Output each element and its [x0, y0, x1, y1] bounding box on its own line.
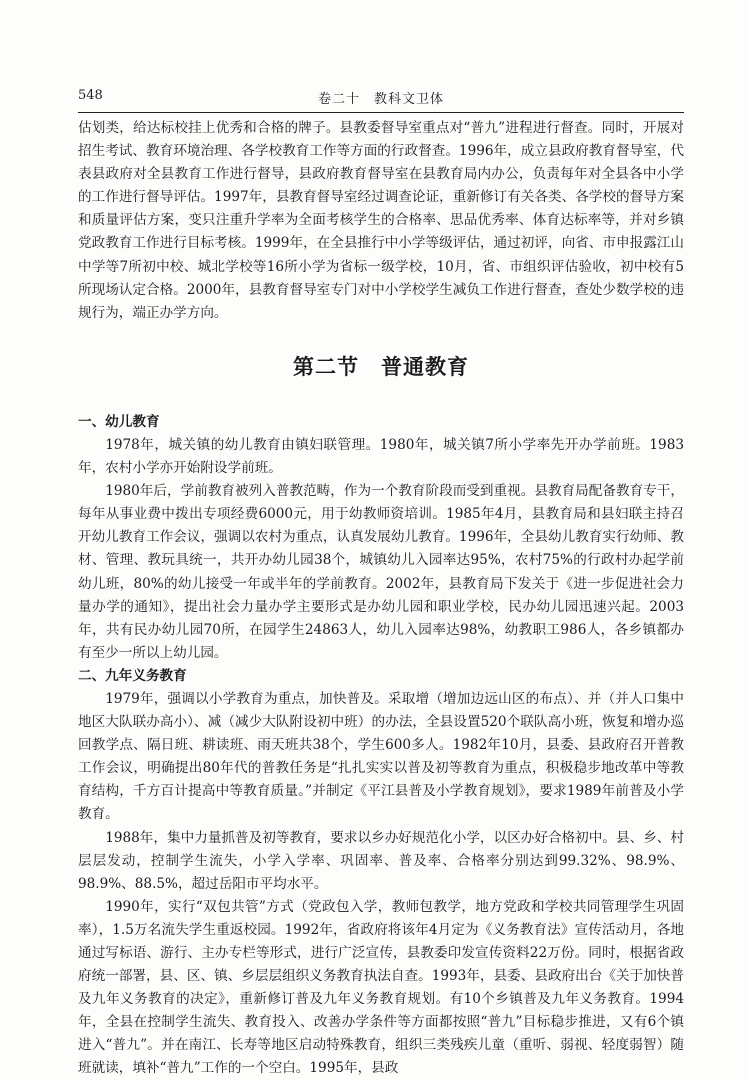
book-page — [78, 88, 684, 1081]
body-paragraph: 1979年，强调以小学教育为重点，加快普及。采取增（增加边远山区的布点）、并（并人口集中地区大队联办高小）、减（减少大队附设初中班）的办法，全县设置520个联队高小班，恢复和增办巡回教学点、隔日班、耕读班、雨天班共38个，学生600多人。1982年10月，县委、县政府召开普教工作会议，明确提出80年代的普教任务是“扎扎实实以普及初等教育为重点，积极稳步地改革中等教育结构，千方百计提高中等教育质量。”并制定《平江县普及小学教育规划》，要求1989年前普及小学教育。 — [78, 690, 684, 823]
body-paragraph: 1988年，集中力量抓普及初等教育，要求以乡办好规范化小学，以区办好合格初中。县、乡、村层层发动，控制学生流失，小学入学率、巩固率、普及率、合格率分别达到99.32%、98.9%、98.9%、88.5%，超过岳阳市平均水平。 — [78, 829, 684, 892]
page-number: 548 — [78, 88, 103, 103]
subsection-heading-preschool: 一、幼儿教育 — [78, 413, 160, 430]
running-header-title: 卷二十 教科文卫体 — [317, 92, 444, 107]
subsection-heading-compulsory-education: 二、九年义务教育 — [78, 667, 187, 684]
body-paragraph: 1990年，实行“双包共管”方式（党政包入学，教师包教学，地方党政和学校共同管理学生巩固率），1.5万名流失学生重返校园。1992年，省政府将该年4月定为《义务教育法》宣传活动月，各地通过写标语、游行、主办专栏等形式，进行广泛宣传，县教委印发宣传资料22万份。同时，根据省政府统一部署，县、区、镇、乡层层组织义务教育执法自查。1993年，县委、县政府出台《关于加快普及九年义务教育的决定》，重新修订普及九年义务教育规划。有10个乡镇普及九年义务教育。1994年，全县在控制学生流失、教育投入、改善办学条件等方面都按照“普九”目标稳步推进，又有6个镇进入“普九”。并在南江、长寿等地区启动特殊教育，组织三类残疾儿童（重听、弱视、轻度弱智）随班就读，填补“普九”工作的一个空白。1995年，县政 — [78, 898, 684, 1077]
intro-paragraph: 估划类，给达标校挂上优秀和合格的牌子。县教委督导室重点对“普九”进程进行督查。同时，开展对招生考试、教育环境治理、各学校教育工作等方面的行政督查。1996年，成立县政府教育督导室，代表县政府对全县教育工作进行督导，县政府教育督导室在县教育局内办公，负责每年对全县各中小学的工作进行督导评估。1997年，县教育督导室经过调查论证，重新修订有关各类、各学校的督导方案和质量评估方案，变只注重升学率为全面考核学生的合格率、思品优秀率、体育达标率等，并对乡镇党政教育工作进行目标考核。1999年，在全县推行中小学等级评估，通过初评，向省、市申报露江山中学等7所初中校、城北学校等16所小学为省标一级学校，10月，省、市组织评估验收，初中校有5所现场认定合格。2000年，县教育督导室专门对中小学校学生减负工作进行督查，查处少数学校的违规行为，端正办学方向。 — [78, 120, 684, 321]
section-title: 第二节 普通教育 — [293, 354, 469, 379]
body-paragraph: 1980年后，学前教育被列入普教范畴，作为一个教育阶段而受到重视。县教育局配备教育专干，每年从事业费中拨出专项经费6000元，用于幼教师资培训。1985年4月，县教育局和县妇联主持召开幼儿教育工作会议，强调以农村为重点，认真发展幼儿教育。1996年，全县幼儿教育实行幼师、教材、管理、教玩具统一，共开办幼儿园38个，城镇幼儿入园率达95%，农村75%的行政村办起学前幼儿班，80%的幼儿接受一年或半年的学前教育。2002年，县教育局下发关于《进一步促进社会力量办学的通知》，提出社会力量办学主要形式是办幼儿园和职业学校，民办幼儿园迅速兴起。2003年，共有民办幼儿园70所，在园学生24863人，幼儿入园率达98%，幼教职工986人，各乡镇都办有至少一所以上幼儿园。 — [78, 483, 684, 661]
body-paragraph: 1978年，城关镇的幼儿教育由镇妇联管理。1980年，城关镇7所小学率先开办学前班。1983年，农村小学亦开始附设学前班。 — [78, 436, 684, 477]
header-rule — [78, 112, 684, 113]
running-header — [78, 88, 684, 108]
